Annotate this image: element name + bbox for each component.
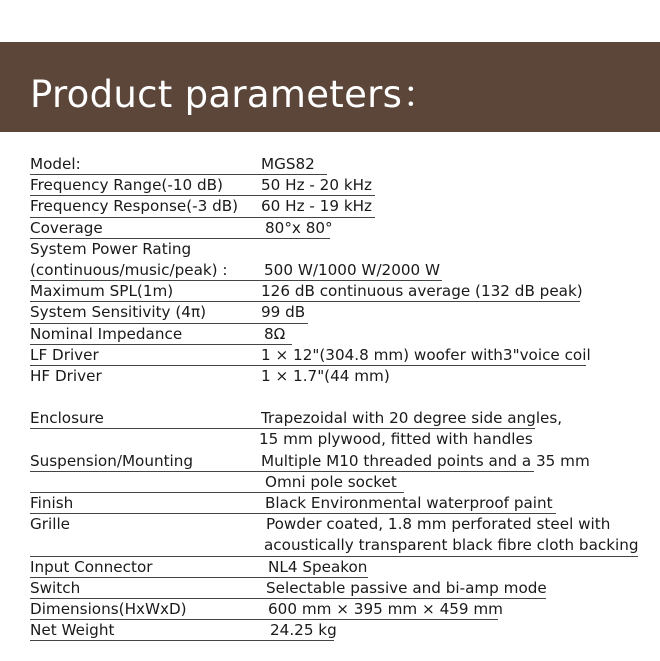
spec-label: Frequency Response(-3 dB) [30, 197, 239, 216]
spec-row-finish [30, 493, 640, 514]
spec-label: Nominal Impedance [30, 324, 183, 343]
spec-value: 24.25 kg [270, 621, 337, 640]
spec-row-grille-cont [30, 535, 640, 556]
title-banner [0, 42, 660, 132]
spec-value: Selectable passive and bi-amp mode [266, 578, 547, 597]
spec-label: Coverage [30, 218, 103, 237]
spec-label: (continuous/music/peak) : [30, 260, 228, 279]
spec-label: Dimensions(HxWxD) [30, 599, 187, 618]
spec-row-hf-driver [30, 366, 640, 387]
spec-value: 80°x 80° [265, 218, 333, 237]
spec-table [30, 154, 640, 641]
spec-value: 500 W/1000 W/2000 W [264, 260, 441, 279]
spec-row-model [30, 154, 640, 175]
spec-value: 99 dB [261, 303, 306, 322]
spec-value: Omni pole socket [265, 472, 397, 491]
page-title: Product parameters： [30, 73, 440, 116]
spec-value: Trapezoidal with 20 degree side angles, [261, 409, 563, 428]
spec-label: Input Connector [30, 557, 153, 576]
spec-value: 50 Hz - 20 kHz [261, 176, 373, 195]
spec-label: Frequency Range(-10 dB) [30, 176, 223, 195]
spec-row-lf-driver [30, 345, 640, 366]
spec-value: 1 × 1.7"(44 mm) [261, 366, 390, 385]
spec-label: Net Weight [30, 621, 115, 640]
spec-row-frequency-response [30, 196, 640, 217]
spec-row-enclosure-cont [30, 429, 640, 450]
spec-row-suspension [30, 451, 640, 472]
spec-label: Switch [30, 578, 81, 597]
spec-label: Model: [30, 155, 81, 173]
spec-row-dimensions [30, 599, 640, 620]
spec-value: Black Environmental waterproof paint [265, 494, 553, 512]
spec-row-coverage [30, 218, 640, 239]
spec-value: Multiple M10 threaded points and a 35 mm [261, 451, 590, 470]
spec-row-impedance [30, 324, 640, 345]
spec-label: LF Driver [30, 345, 99, 364]
spec-row-max-spl [30, 281, 640, 302]
spec-value: MGS82 [261, 155, 315, 173]
spec-label: HF Driver [30, 366, 102, 385]
spec-value: 600 mm × 395 mm × 459 mm [268, 599, 503, 618]
spec-row-sensitivity [30, 302, 640, 323]
spec-row-input-connector [30, 557, 640, 578]
spec-row-power-rating [30, 239, 640, 260]
spec-row-net-weight [30, 620, 640, 641]
spec-label: Grille [30, 515, 71, 534]
spec-value: 8Ω [264, 324, 286, 343]
spec-label: Suspension/Mounting [30, 451, 194, 470]
spec-row-enclosure [30, 408, 640, 429]
spec-value: 15 mm plywood, fitted with handles [259, 430, 533, 449]
spec-value: Powder coated, 1.8 mm perforated steel with [266, 515, 611, 534]
row-underline [30, 640, 334, 641]
spec-row-suspension-cont [30, 472, 640, 493]
spec-row-frequency-range [30, 175, 640, 196]
spec-label: Maximum SPL(1m) [30, 282, 174, 301]
spec-label: System Sensitivity (4π) [30, 303, 207, 322]
spec-value: 126 dB continuous average (132 dB peak) [261, 282, 583, 301]
spec-value: 1 × 12"(304.8 mm) woofer with3"voice coil [261, 345, 591, 364]
spec-value: 60 Hz - 19 kHz [261, 197, 373, 216]
spec-value: NL4 Speakon [268, 557, 368, 576]
spec-label: Enclosure [30, 409, 104, 428]
spec-label: System Power Rating [30, 239, 192, 258]
spec-value: acoustically transparent black fibre cloth backing [264, 536, 639, 555]
spec-row-power-rating-values [30, 260, 640, 281]
spec-row-grille [30, 514, 640, 535]
spec-label: Finish [30, 494, 74, 512]
spec-row-switch [30, 578, 640, 599]
section-gap [30, 387, 640, 408]
